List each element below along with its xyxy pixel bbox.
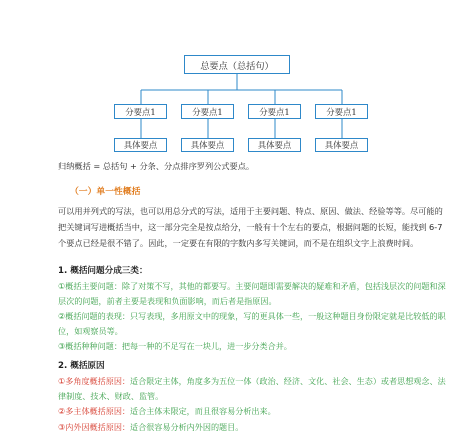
reason-item [58,404,450,419]
problem-item-label: ①概括主要问题： [58,281,122,291]
diagram-sub-box: 分要点1 [248,104,301,119]
diagram-leaf-box: 具体要点 [114,138,167,152]
reason-item-text: 适合限定主体，角度多为五位一体（政治、经济、文化、社会、生态）或者思想观念、法律制度、技术、财政、监管。 [58,376,446,402]
diagram-top-box: 总要点（总括句） [184,55,290,74]
reason-item [58,374,450,404]
reason-item-label: ③内外因概括原因： [58,422,131,432]
diagram-leaf-box: 具体要点 [315,138,368,152]
problem-item-text: 除了对策不写，其他的都要写。主要问题即需要解决的疑难和矛盾，包括浅层次的问题和深层次的问题，前者主要是表现和负面影响，而后者是指原因。 [58,281,446,307]
diagram-leaf-box: 具体要点 [248,138,301,152]
diagram-sub-box: 分要点1 [181,104,234,119]
problem-item-label: ②概括问题的表现： [58,311,131,321]
section-paragraph [58,204,450,251]
reason-item-label: ①多角度概括原因： [58,376,131,386]
problem-item [58,279,450,309]
diagram-leaf-box: 具体要点 [181,138,234,152]
diagram-sub-box: 分要点1 [114,104,167,119]
problem-item [58,339,450,354]
reasons-heading: 2. 概括原因 [58,361,105,371]
reason-item [58,420,450,435]
diagram-connectors [0,0,472,160]
diagram-sub-box: 分要点1 [315,104,368,119]
problem-item [58,309,450,339]
problem-item-label: ③概括种种问题： [58,341,122,351]
problems-heading: 1. 概括问题分成三类： [58,266,148,276]
reason-item-text: 适合主体未限定，而且很容易分析出来。 [130,406,276,416]
summary-formula: 归纳概括 = 总括句 + 分条、分点排序罗列公式要点。 [58,161,255,171]
section-title: （一）单一性概括 [70,187,141,197]
reason-item-label: ②多主体概括原因： [58,406,131,416]
paragraph-text: 可以用并列式的写法，也可以用总分式的写法，适用于主要问题、特点、原因、做法、经验等等。尽可能的把关键词写进概括当中，这一部分完全是按点给分，一般有十个左右的要点，根据问题的长短，能找到 6-7 个要点已经是很不错了。因此，一定要在有限的字数内多写关键词，而不是在组织文字上浪费时间。 [58,206,443,248]
problem-item-text: 只写表现，多用原文中的现象，写的更具体一些，一般这种题目身份限定就是比较低的职位，如观察员等。 [58,311,446,337]
hierarchy-diagram [0,0,472,160]
problem-item-text: 把每一种的不足写在一块儿，进一步分类合并。 [121,341,292,351]
reason-item-text: 适合很容易分析内外因的题目。 [130,422,244,432]
